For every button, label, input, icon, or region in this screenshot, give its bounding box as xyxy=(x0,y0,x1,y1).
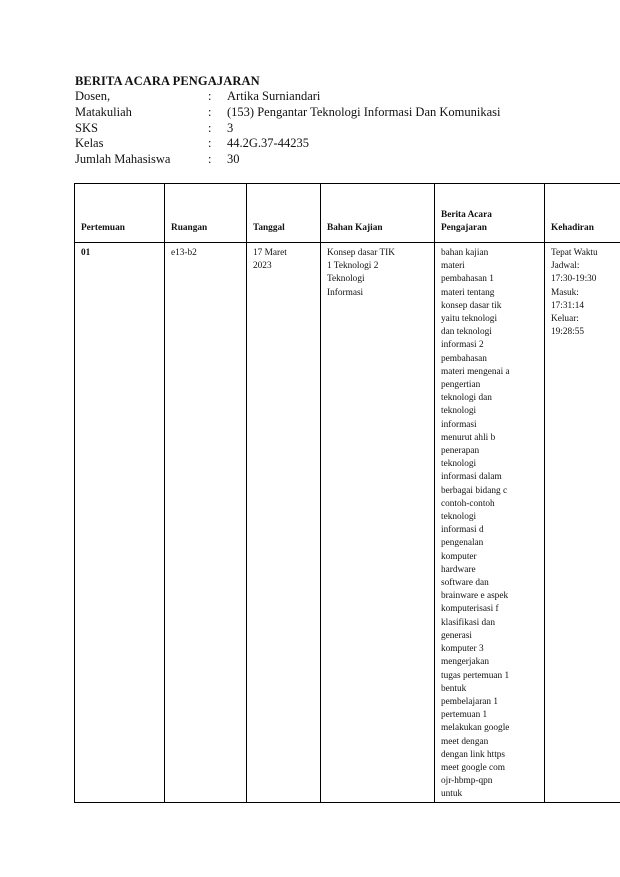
cell-line: mengerjakan xyxy=(441,657,490,668)
cell-line: Masuk: xyxy=(551,287,579,298)
cell-line: brainware e aspek xyxy=(441,591,509,602)
cell-line: berbagai bidang c xyxy=(441,485,508,496)
info-value: (153) Pengantar Teknologi Informasi Dan Komunikasi xyxy=(227,104,501,119)
cell-line: dan teknologi xyxy=(441,327,492,338)
table-row xyxy=(75,243,620,803)
header-berita-acara: Berita Acara Pengajaran xyxy=(435,184,545,243)
cell-line: Konsep dasar TIK xyxy=(327,248,395,258)
cell-line: software dan xyxy=(441,578,489,589)
cell-tanggal xyxy=(247,243,321,803)
header-ruangan: Ruangan xyxy=(165,184,247,243)
info-value: 44.2G.37-44235 xyxy=(227,136,309,151)
cell-line: informasi 2 xyxy=(441,340,484,351)
cell-line: informasi d xyxy=(441,525,484,536)
cell-line: ojr-hbmp-qpn xyxy=(441,776,493,787)
cell-line: hardware xyxy=(441,564,476,575)
cell-line: teknologi xyxy=(441,459,477,470)
cell-line: komputer xyxy=(441,551,477,562)
cell-line: yaitu teknologi xyxy=(441,314,498,325)
cell-line: bentuk xyxy=(441,683,467,694)
info-colon: : xyxy=(208,104,212,119)
cell-line: materi xyxy=(441,261,465,272)
cell-line: 17:31:14 xyxy=(551,300,585,311)
cell-line: materi mengenai a xyxy=(441,366,510,377)
cell-line: tugas pertemuan 1 xyxy=(441,670,510,681)
cell-line: Tepat Waktu xyxy=(551,248,598,258)
cell-line: 17 Maret xyxy=(253,248,287,258)
cell-line: 2023 xyxy=(253,261,272,272)
cell-line: contoh-contoh xyxy=(441,498,495,509)
cell-berita-acara xyxy=(435,243,545,803)
cell-kehadiran xyxy=(545,243,620,803)
cell-line: pertemuan 1 xyxy=(441,710,488,721)
cell-line: Informasi xyxy=(327,287,364,298)
cell-line: melakukan google xyxy=(441,723,510,734)
info-row-sks xyxy=(75,121,501,137)
info-row-jumlah-mahasiswa xyxy=(75,152,501,168)
info-row-dosen xyxy=(75,89,501,105)
cell-line: untuk xyxy=(441,789,463,800)
cell-line: penerapan xyxy=(441,446,480,457)
cell-line: komputerisasi f xyxy=(441,604,499,615)
cell-line: pengertian xyxy=(441,380,481,391)
cell-line: menurut ahli b xyxy=(441,432,496,443)
info-value: Artika Surniandari xyxy=(227,89,321,103)
info-row-matakuliah xyxy=(75,105,501,121)
cell-line: informasi dalam xyxy=(441,472,502,483)
info-value: 30 xyxy=(227,152,240,167)
table-header-row xyxy=(75,184,620,243)
cell-line: Jadwal: xyxy=(551,261,580,272)
header-tanggal: Tanggal xyxy=(247,184,321,243)
cell-line: dengan link https xyxy=(441,749,506,760)
info-colon: : xyxy=(208,152,212,167)
cell-line: 1 Teknologi 2 xyxy=(327,261,379,272)
cell-line: teknologi xyxy=(441,406,477,417)
header-bahan-kajian: Bahan Kajian xyxy=(321,184,435,243)
cell-line: generasi xyxy=(441,630,472,641)
cell-line: materi tentang xyxy=(441,287,495,298)
cell-bahan-kajian xyxy=(321,243,435,803)
cell-line: 19:28:55 xyxy=(551,327,585,338)
teaching-record-table xyxy=(74,183,620,803)
cell-line: teknologi xyxy=(441,512,477,523)
info-label: SKS xyxy=(75,120,98,135)
cell-line: bahan kajian xyxy=(441,248,489,258)
info-label: Jumlah Mahasiswa xyxy=(75,152,171,167)
cell-pertemuan: 01 xyxy=(75,243,165,803)
cell-line: Teknologi xyxy=(327,274,365,285)
header-kehadiran: Kehadiran xyxy=(545,184,620,243)
info-colon: : xyxy=(208,120,212,135)
cell-line: pengenalan xyxy=(441,538,484,549)
cell-line: komputer 3 xyxy=(441,644,484,655)
cell-line: konsep dasar tik xyxy=(441,300,502,311)
cell-ruangan: e13-b2 xyxy=(165,243,247,803)
cell-line: klasifikasi dan xyxy=(441,617,495,628)
header-pertemuan: Pertemuan xyxy=(75,184,165,243)
document-title: BERITA ACARA PENGAJARAN xyxy=(75,74,260,88)
info-row-kelas xyxy=(75,136,501,152)
info-colon: : xyxy=(208,136,212,151)
cell-line: pembelajaran 1 xyxy=(441,696,499,707)
info-value: 3 xyxy=(227,120,234,135)
cell-line: informasi xyxy=(441,419,477,430)
cell-line: pembahasan xyxy=(441,353,487,364)
cell-line: 17:30-19:30 xyxy=(551,274,597,285)
cell-line: meet dengan xyxy=(441,736,489,747)
info-label: Kelas xyxy=(75,136,104,151)
info-colon: : xyxy=(208,89,212,103)
course-info xyxy=(75,89,501,168)
cell-line: teknologi dan xyxy=(441,393,492,404)
cell-line: meet google com xyxy=(441,762,506,773)
cell-line: pembahasan 1 xyxy=(441,274,494,285)
cell-line: Keluar: xyxy=(551,314,579,325)
info-label: Matakuliah xyxy=(75,104,132,119)
info-label: Dosen, xyxy=(75,89,111,103)
